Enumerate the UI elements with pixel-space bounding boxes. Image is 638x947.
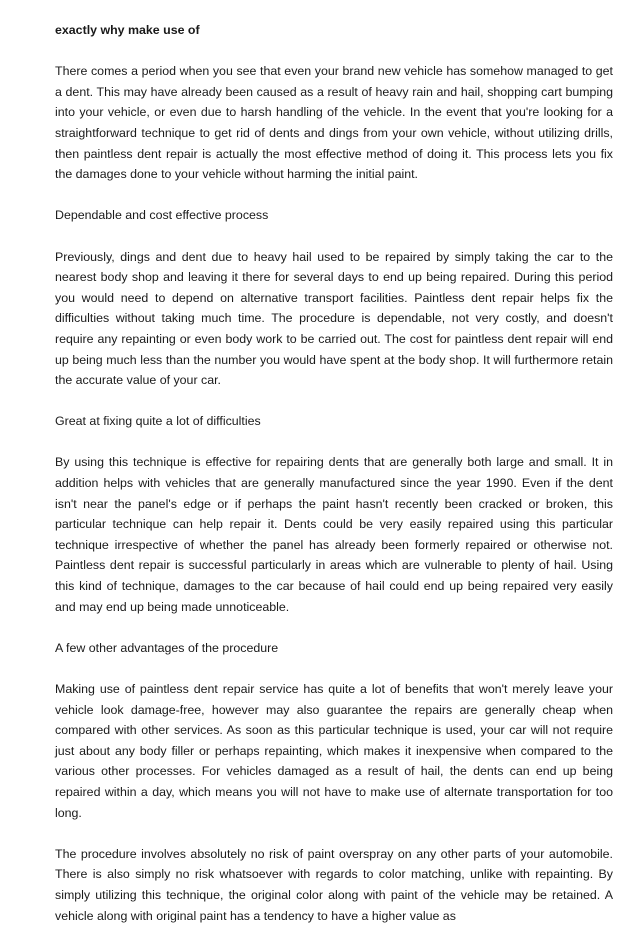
paragraph-dependable: Previously, dings and dent due to heavy hail used to be repaired by simply taking the car to the nearest body shop and leaving it there for several days to end up being repaired. During this period you would need to depend on alternative transport facilities. Paintless dent repair helps fix the difficulties without taking much time. The procedure is dependable, not very costly, and doesn't require any repainting or even body work to be carried out. The cost for paintless dent repair will end up being much less than the number you would have spent at the body shop. It will furthermore retain the accurate value of your car. <box>55 249 613 388</box>
section-heading-dependable: Dependable and cost effective process <box>55 208 269 223</box>
paragraph-advantages: Making use of paintless dent repair service has quite a lot of benefits that won't merely leave your vehicle look damage-free, however may also guarantee the repairs are generally cheap when compared with other services. As soon as this particular technique is used, your car will not require just about any body filler or perhaps repainting, which makes it inexpensive when compared to the various other processes. For vehicles damaged as a result of hail, the dents can end up being repaired within a day, which means you will not have to make use of alternate transportation for too long. <box>55 682 613 820</box>
paragraph-difficulties: By using this technique is effective for repairing dents that are generally both large and small. It in addition helps with vehicles that are generally manufactured since the year 1990. Even if the dent isn't near the panel's edge or if perhaps the paint hasn't recently been cracked or broken, this particular technique can help repair it. Dents could be very easily repaired using this particular technique irrespective of whether the panel has already been formerly repaired or otherwise not. Paintless dent repair is successful particularly in areas which are vulnerable to plenty of hail. Using this kind of technique, damages to the car because of hail could end up being repaired very easily and may end up being made unnoticeable. <box>55 455 613 614</box>
document-title: exactly why make use of <box>55 23 200 37</box>
paragraph-intro: There comes a period when you see that even your brand new vehicle has somehow managed to get a dent. This may have already been caused as a result of heavy rain and hail, shopping cart bumping into your vehicle, or even due to harsh handling of the vehicle. In the event that you're looking for a straightforward technique to get rid of dents and dings from your own vehicle, without utilizing drills, then paintless dent repair is actually the most effective method of doing it. This process lets you fix the damages done to your vehicle without harming the initial paint. <box>55 64 613 182</box>
paragraph-overspray: The procedure involves absolutely no risk of paint overspray on any other parts of your automobile. There is also simply no risk whatsoever with regards to color matching, unlike with repainting. By simply utilizing this technique, the original color along with paint of the vehicle may be retained. A vehicle along with original paint has a tendency to have a higher value as <box>55 846 613 923</box>
section-heading-difficulties: Great at fixing quite a lot of difficulties <box>55 414 261 429</box>
document-page <box>55 20 613 947</box>
section-heading-advantages: A few other advantages of the procedure <box>55 640 279 655</box>
